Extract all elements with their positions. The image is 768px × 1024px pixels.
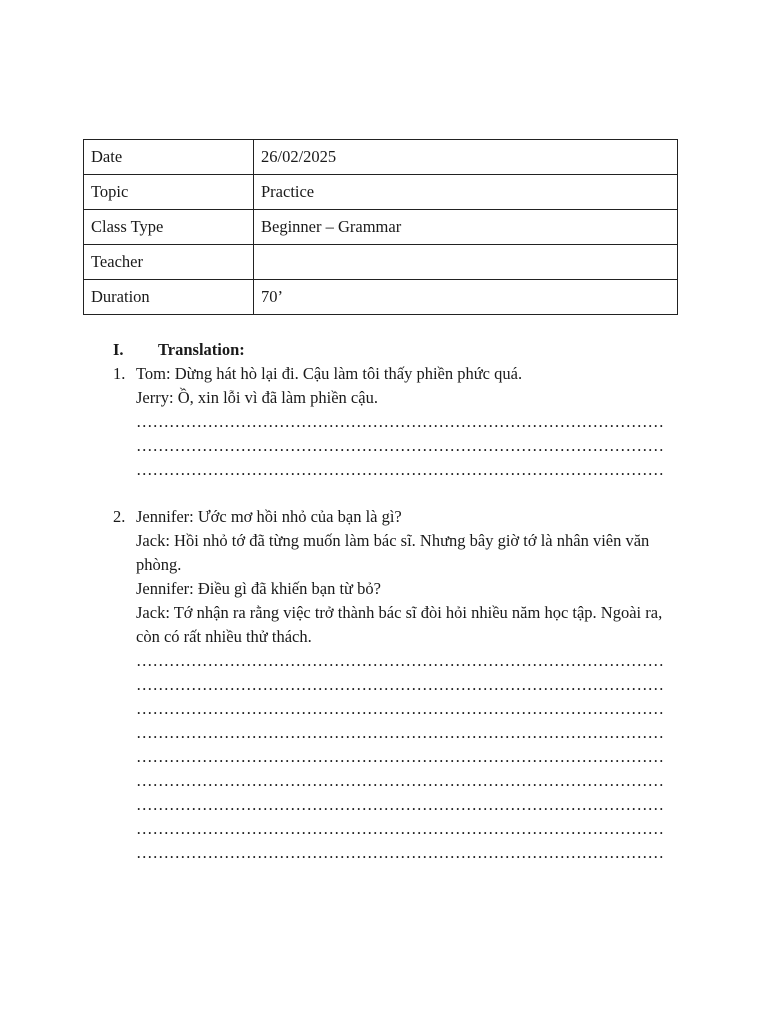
- answer-line[interactable]: ……………………………………………………………………………………: [136, 795, 664, 814]
- exercise-number: 2.: [113, 507, 126, 526]
- lesson-info-table: [83, 139, 678, 315]
- answer-line[interactable]: ……………………………………………………………………………………: [136, 651, 664, 670]
- table-row-duration: [84, 280, 678, 315]
- answer-line[interactable]: ……………………………………………………………………………………: [136, 436, 664, 455]
- answer-line[interactable]: ……………………………………………………………………………………: [136, 747, 664, 766]
- dialogue-line: Jerry: Ồ, xin lỗi vì đã làm phiền cậu.: [136, 388, 378, 407]
- exercise-number: 1.: [113, 364, 126, 383]
- dialogue-line: Jennifer: Điều gì đã khiến bạn từ bỏ?: [136, 579, 381, 598]
- section-title: Translation:: [158, 340, 245, 359]
- class-type-label: Class Type: [84, 210, 254, 245]
- table-row-class-type: [84, 210, 678, 245]
- exercise-1: [113, 362, 683, 482]
- table-row-date: [84, 140, 678, 175]
- date-value: 26/02/2025: [254, 140, 678, 175]
- section-number: I.: [113, 340, 124, 359]
- exercise-2: [113, 505, 683, 865]
- answer-line[interactable]: ……………………………………………………………………………………: [136, 723, 664, 742]
- answer-line[interactable]: ……………………………………………………………………………………: [136, 412, 664, 431]
- answer-line[interactable]: ……………………………………………………………………………………: [136, 843, 664, 862]
- answer-line[interactable]: ……………………………………………………………………………………: [136, 819, 664, 838]
- dialogue-line: Tom: Dừng hát hò lại đi. Cậu làm tôi thấy phiền phức quá.: [136, 364, 523, 383]
- answer-line[interactable]: ……………………………………………………………………………………: [136, 699, 664, 718]
- answer-line[interactable]: ……………………………………………………………………………………: [136, 771, 664, 790]
- duration-label: Duration: [84, 280, 254, 315]
- table-row-teacher: [84, 245, 678, 280]
- duration-value: 70’: [254, 280, 678, 315]
- teacher-label: Teacher: [84, 245, 254, 280]
- answer-line[interactable]: ……………………………………………………………………………………: [136, 675, 664, 694]
- topic-label: Topic: [84, 175, 254, 210]
- teacher-value: [254, 245, 678, 280]
- dialogue-line: Jennifer: Ước mơ hồi nhỏ của bạn là gì?: [136, 507, 402, 526]
- class-type-value: Beginner – Grammar: [254, 210, 678, 245]
- dialogue-line: Jack: Hồi nhỏ tớ đã từng muốn làm bác sĩ. Nhưng bây giờ tớ là nhân viên văn phòng.: [136, 531, 650, 574]
- table-row-topic: [84, 175, 678, 210]
- date-label: Date: [84, 140, 254, 175]
- section-heading: [113, 339, 245, 361]
- answer-line[interactable]: ……………………………………………………………………………………: [136, 460, 664, 479]
- topic-value: Practice: [254, 175, 678, 210]
- dialogue-line: Jack: Tớ nhận ra rằng việc trở thành bác sĩ đòi hỏi nhiều năm học tập. Ngoài ra, còn có rất nhiều thử thách.: [136, 603, 663, 646]
